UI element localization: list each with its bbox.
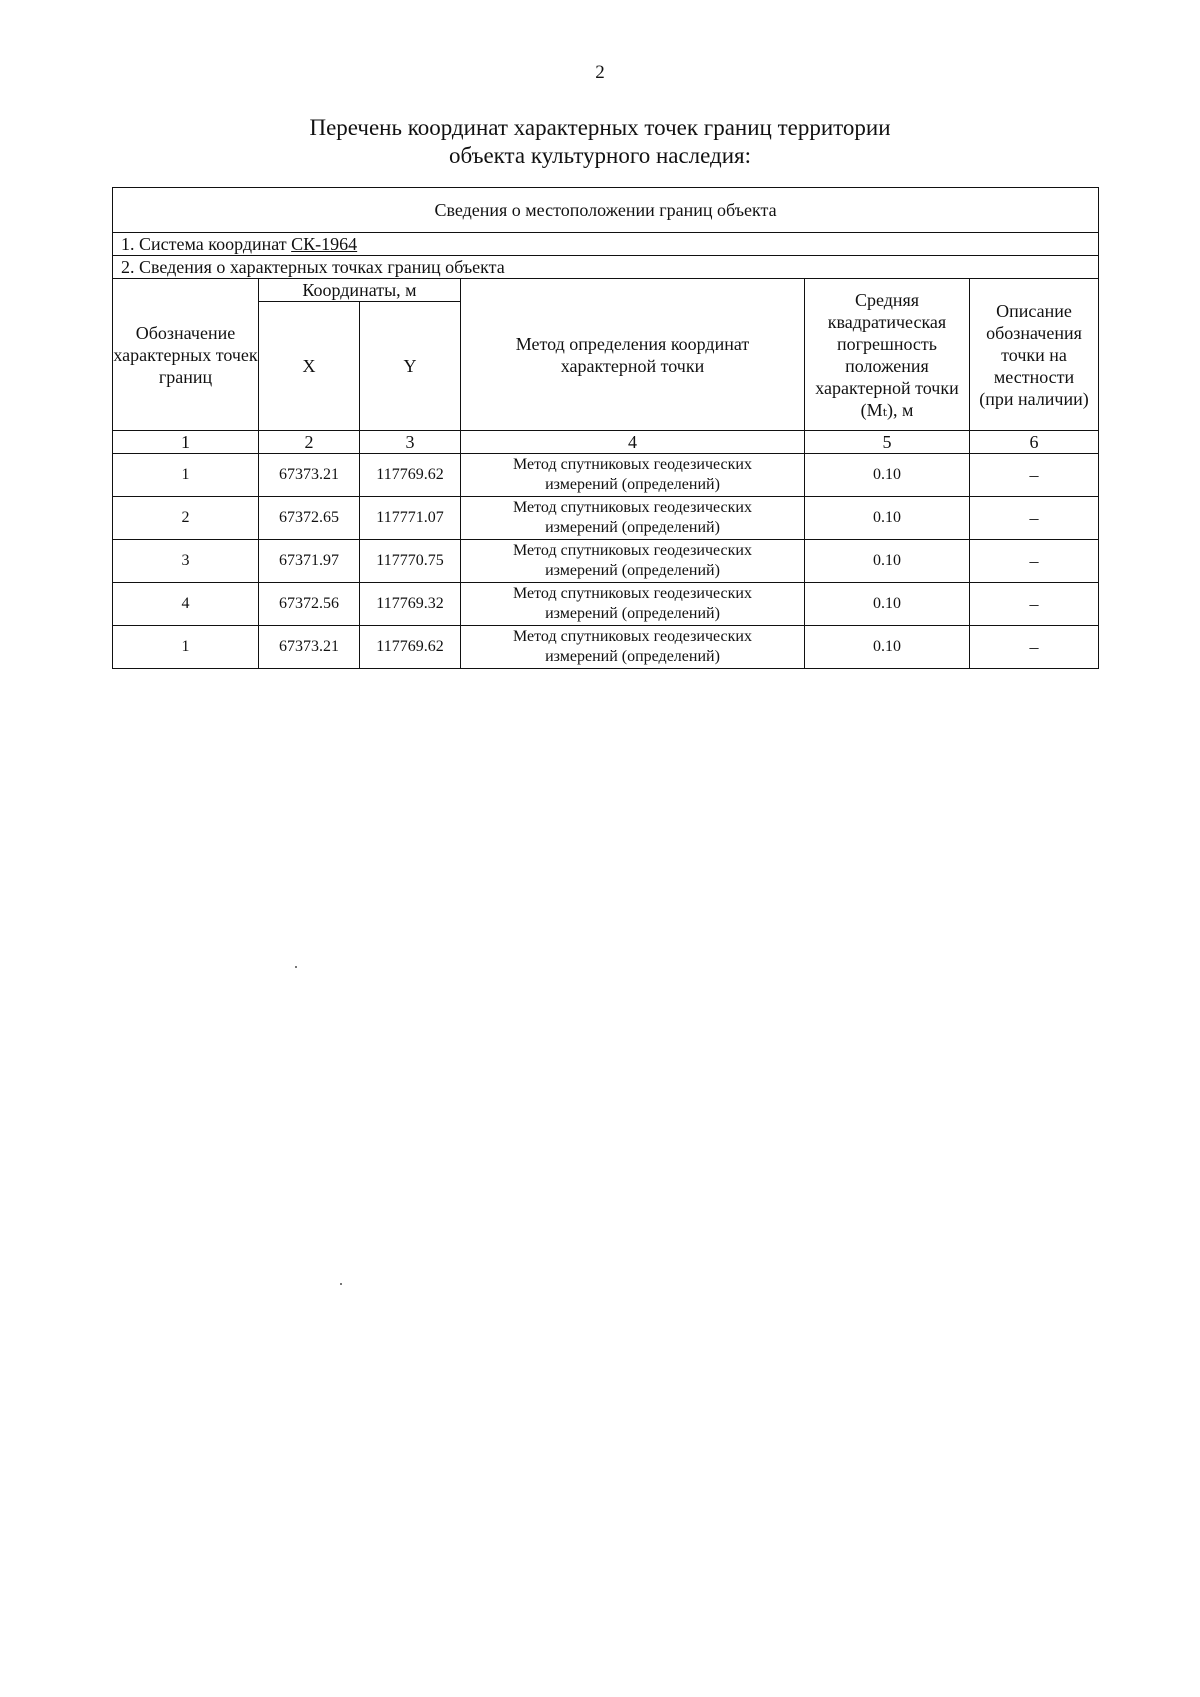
x-cell: 67372.56 — [259, 583, 360, 626]
title-line-2: объекта культурного наследия: — [448, 143, 752, 168]
table-row — [113, 583, 1099, 626]
point-cell: 3 — [113, 540, 259, 583]
column-number: 4 — [461, 431, 805, 454]
x-cell: 67373.21 — [259, 626, 360, 669]
error-cell: 0.10 — [805, 626, 970, 669]
y-cell: 117769.62 — [360, 454, 461, 497]
column-number: 6 — [970, 431, 1099, 454]
coordinate-system-label: 1. Система координат — [121, 234, 292, 254]
description-cell: – — [970, 583, 1099, 626]
method-cell: Метод спутниковых геодезических измерений (определений) — [461, 626, 805, 669]
title-line-1: Перечень координат характерных точек границ территории — [309, 115, 891, 140]
point-cell: 1 — [113, 626, 259, 669]
error-cell: 0.10 — [805, 497, 970, 540]
coordinates-table-container — [112, 187, 1098, 669]
coordinate-system — [113, 233, 1099, 256]
points-title: 2. Сведения о характерных точках границ объекта — [113, 256, 1099, 279]
method-cell: Метод спутниковых геодезических измерений (определений) — [461, 497, 805, 540]
point-cell: 2 — [113, 497, 259, 540]
y-cell: 117769.62 — [360, 626, 461, 669]
column-number: 5 — [805, 431, 970, 454]
page-number: 2 — [595, 62, 605, 83]
error-cell: 0.10 — [805, 454, 970, 497]
document-title — [0, 114, 1200, 170]
point-cell: 4 — [113, 583, 259, 626]
table-row — [113, 497, 1099, 540]
scan-speck — [295, 966, 297, 968]
header-y: Y — [360, 302, 461, 431]
description-cell: – — [970, 626, 1099, 669]
coordinate-system-value: СК-1964 — [291, 234, 358, 254]
y-cell: 117771.07 — [360, 497, 461, 540]
method-cell: Метод спутниковых геодезических измерений (определений) — [461, 540, 805, 583]
point-cell: 1 — [113, 454, 259, 497]
column-numbers-row — [113, 431, 1099, 454]
header-method: Метод определения координат характерной точки — [461, 279, 805, 431]
coordinates-table — [112, 187, 1099, 669]
description-cell: – — [970, 497, 1099, 540]
column-number: 3 — [360, 431, 461, 454]
column-number: 1 — [113, 431, 259, 454]
table-row — [113, 626, 1099, 669]
method-cell: Метод спутниковых геодезических измерений (определений) — [461, 454, 805, 497]
section-title: Сведения о местоположении границ объекта — [113, 188, 1099, 233]
table-row — [113, 540, 1099, 583]
x-cell: 67373.21 — [259, 454, 360, 497]
error-cell: 0.10 — [805, 583, 970, 626]
description-cell: – — [970, 454, 1099, 497]
method-cell: Метод спутниковых геодезических измерений (определений) — [461, 583, 805, 626]
header-error: Средняя квадратическая погрешность положения характерной точки (Mₜ), м — [805, 279, 970, 431]
scan-speck — [340, 1283, 342, 1285]
x-cell: 67372.65 — [259, 497, 360, 540]
header-coordinates: Координаты, м — [259, 279, 461, 302]
header-point-designation: Обозначение характерных точек границ — [113, 279, 259, 431]
x-cell: 67371.97 — [259, 540, 360, 583]
y-cell: 117769.32 — [360, 583, 461, 626]
header-x: X — [259, 302, 360, 431]
header-description: Описание обозначения точки на местности (при наличии) — [970, 279, 1099, 431]
table-row — [113, 454, 1099, 497]
y-cell: 117770.75 — [360, 540, 461, 583]
error-cell: 0.10 — [805, 540, 970, 583]
description-cell: – — [970, 540, 1099, 583]
column-number: 2 — [259, 431, 360, 454]
